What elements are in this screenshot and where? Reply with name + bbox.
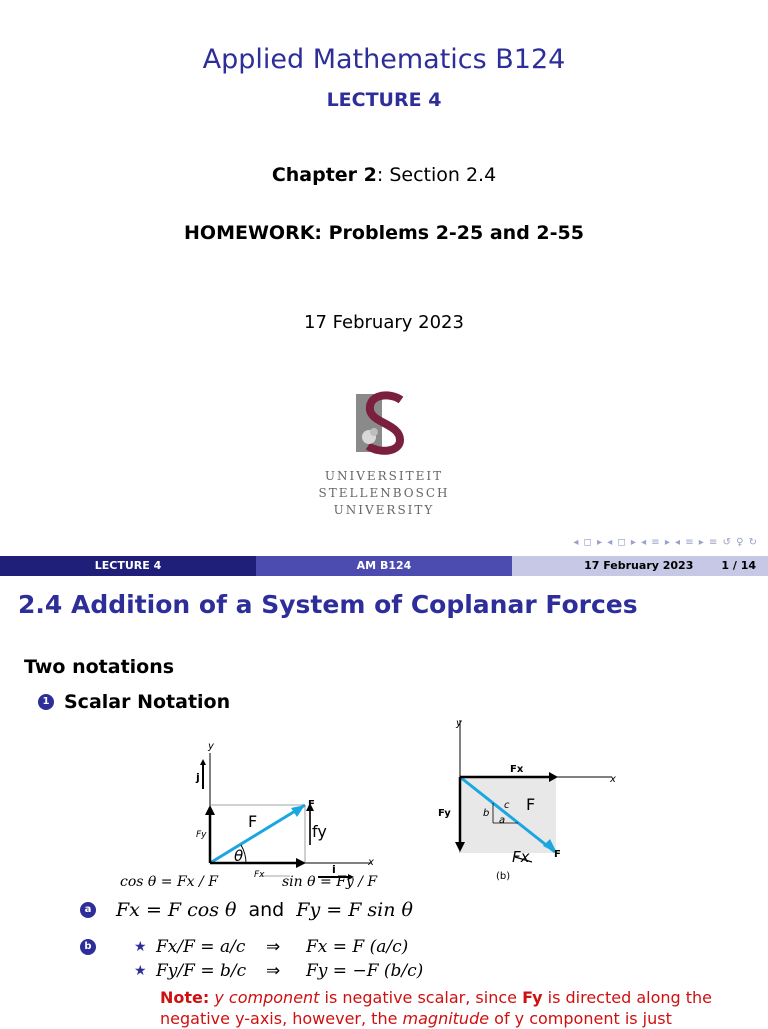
fig-b-f-hand-label: F [526,795,536,814]
figure-b-diagram [430,712,630,887]
fig-b-fx-label: Fx [510,764,524,775]
note-ycomp: y component [214,988,320,1007]
equation-b [80,935,423,983]
eq-b-row1-arrow: ⇒ [266,937,281,957]
fig-b-f-vector-label: F [554,849,561,860]
sin-theta-note: sin θ = Fy / F [282,874,378,890]
note-text [160,987,760,1029]
cos-theta-note: cos θ = Fx / F [120,874,218,890]
eq-b-row1-left: Fx/F = a/c [156,937,246,957]
footer-bar [0,556,768,576]
equation-a [80,899,413,921]
note-label: Note: [160,988,210,1007]
fig-a-f-vector-label: F [308,799,315,810]
note-fy: Fy [522,988,543,1007]
enum-bullet-1: 1 [38,694,54,710]
eq-b-row1-right: Fx = F (a/c) [306,937,409,957]
logo-line-3: UNIVERSITY [333,503,435,517]
beamer-navigation[interactable]: ◂ ◻ ▸ ◂ ◻ ▸ ◂ ≡ ▸ ◂ ≡ ▸ ≡ ↺ ♀ ↻ [573,537,758,548]
eq-b-row2-right: Fy = −F (b/c) [306,961,424,981]
note-text-1: is negative scalar, since [319,988,523,1007]
scalar-notation-item [38,691,230,713]
note-text-2: is directed along the [542,988,713,1007]
footer-date: 17 February 2023 [584,559,694,572]
two-notations-heading: Two notations [24,656,175,678]
footer-page-number: 1 / 14 [721,559,756,572]
chapter-section: : Section 2.4 [376,164,497,186]
homework-line: HOMEWORK: Problems 2-25 and 2-55 [184,222,584,244]
fig-a-theta-label: θ [234,847,244,865]
university-shield-icon [354,390,414,462]
eq-a-and: and [248,899,285,921]
scalar-notation-label: Scalar Notation [64,691,231,713]
fig-a-fx-bottom-label: Fx [254,870,265,880]
footer-info [512,556,768,576]
logo-line-2: STELLENBOSCH [318,486,450,500]
enum-bullet-a: a [80,902,96,918]
star-bullet-icon: ★ [134,963,147,979]
eq-b-row-1 [80,935,423,959]
chapter-line [0,164,768,186]
fig-b-fy-label: Fy [438,808,451,819]
fig-b-c-label: c [504,800,510,811]
fig-a-f-hand-label: F [248,812,258,831]
fig-a-fy-hand-label: fy [312,822,327,841]
fig-a-fy-side-label: Fy [196,830,207,840]
star-bullet-icon: ★ [134,939,147,955]
fig-b-y-axis-label: y [456,718,462,729]
fig-a-y-axis-label: y [208,741,214,752]
lecture-subtitle: LECTURE 4 [326,89,442,111]
fig-a-x-axis-label: x [368,857,374,868]
footer-lecture: LECTURE 4 [0,556,256,576]
page-title: Applied Mathematics B124 [202,44,566,75]
fig-a-i-label: i [332,863,336,876]
footer-course: AM B124 [256,556,512,576]
section-title: 2.4 Addition of a System of Coplanar Forces [18,590,638,619]
eq-b-row2-arrow: ⇒ [266,961,281,981]
lecture-date: 17 February 2023 [304,312,464,333]
fig-b-caption: (b) [496,871,511,882]
fig-b-a-label: a [499,815,506,826]
eq-b-row2-left: Fy/F = b/c [156,961,247,981]
fig-b-fx-hand-label: Fx [512,848,530,866]
university-logo [312,390,456,520]
fig-b-x-axis-label: x [610,774,616,785]
note-text-3: negative y-axis, however, the [160,1009,403,1028]
enum-bullet-b: b [80,939,96,955]
note-magnitude: magnitude [402,1009,490,1028]
fig-a-j-label: j [196,771,200,784]
eq-b-row-2 [80,959,423,983]
chapter-label: Chapter 2 [271,164,377,186]
fig-b-b-label: b [483,808,490,819]
eq-a-fy: Fy = F sin θ [296,899,413,921]
logo-line-1: UNIVERSITEIT [324,469,444,483]
note-text-4: of y component is just [489,1009,672,1028]
eq-a-fx: Fx = F cos θ [116,899,237,921]
